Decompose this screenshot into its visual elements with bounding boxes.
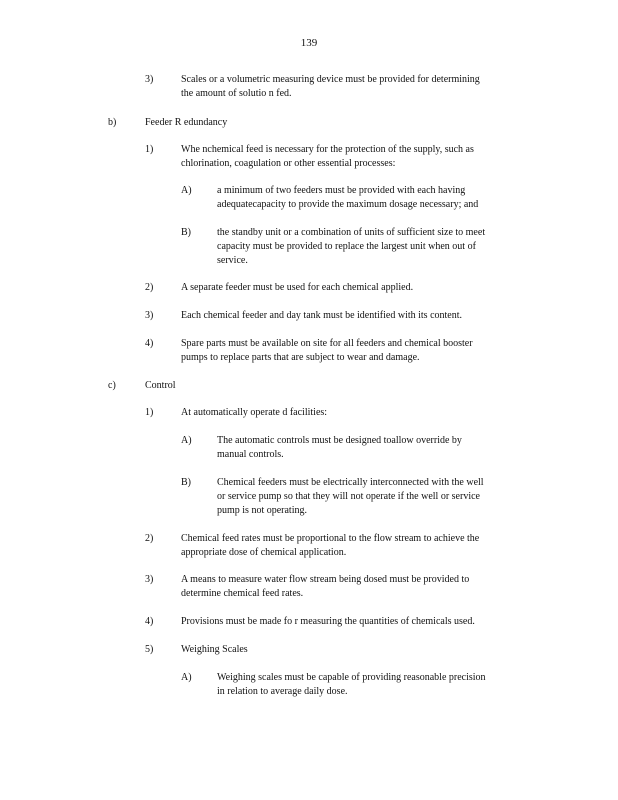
item-line: or service pump so that they will not operate if the well or service — [217, 491, 480, 502]
item-label: A) — [181, 185, 192, 196]
item-line: manual controls. — [217, 449, 284, 460]
item-line: service. — [217, 255, 248, 266]
item-line: Scales or a volumetric measuring device must be provided for determining — [181, 74, 480, 85]
item-line: Provisions must be made fo r measuring the quantities of chemicals used. — [181, 616, 475, 627]
item-label: A) — [181, 672, 192, 683]
item-label: 3) — [145, 574, 154, 585]
item-label: 1) — [145, 407, 154, 418]
item-line: the standby unit or a combination of units of sufficient size to meet — [217, 227, 486, 238]
section-title: Control — [145, 380, 176, 391]
item-label: c) — [108, 380, 116, 391]
item-line: The automatic controls must be designed toallow override by — [217, 435, 462, 446]
item-line: pumps to replace parts that are subject to wear and damage. — [181, 352, 420, 363]
item-line: chlorination, coagulation or other essential processes: — [181, 158, 396, 169]
item-line: the amount of solutio n fed. — [181, 88, 292, 99]
page-number: 139 — [300, 37, 318, 49]
item-line: A separate feeder must be used for each chemical applied. — [181, 282, 414, 293]
item-line: Chemical feeders must be electrically interconnected with the well — [217, 477, 484, 488]
item-label: 4) — [145, 338, 154, 349]
item-line: pump is not operating. — [217, 505, 307, 516]
item-line: Weighing scales must be capable of providing reasonable precision — [217, 672, 486, 683]
item-line: appropriate dose of chemical application. — [181, 547, 347, 558]
item-label: B) — [181, 477, 191, 488]
item-line: A means to measure water flow stream being dosed must be provided to — [181, 574, 470, 585]
item-label: 2) — [145, 282, 154, 293]
item-label: 5) — [145, 644, 154, 655]
item-label: 4) — [145, 616, 154, 627]
section-title: Feeder R edundancy — [145, 117, 228, 128]
item-line: adequatecapacity to provide the maximum dosage necessary; and — [217, 199, 479, 210]
item-line: Each chemical feeder and day tank must be identified with its content. — [181, 310, 463, 321]
item-label: 3) — [145, 310, 154, 321]
item-line: capacity must be provided to replace the largest unit when out of — [217, 241, 476, 252]
item-line: determine chemical feed rates. — [181, 588, 304, 599]
item-line: Spare parts must be available on site for all feeders and chemical booster — [181, 338, 473, 349]
item-line: Weighing Scales — [181, 644, 248, 655]
item-label: b) — [108, 117, 117, 128]
item-line: At automatically operate d facilities: — [181, 407, 328, 418]
item-line: Chemical feed rates must be proportional to the flow stream to achieve the — [181, 533, 480, 544]
item-label: 2) — [145, 533, 154, 544]
item-label: A) — [181, 435, 192, 446]
item-line: in relation to average daily dose. — [217, 686, 348, 697]
item-label: 3) — [145, 74, 154, 85]
item-label: B) — [181, 227, 191, 238]
item-label: 1) — [145, 144, 154, 155]
item-line: Whe nchemical feed is necessary for the protection of the supply, such as — [181, 144, 474, 155]
item-line: a minimum of two feeders must be provided with each having — [217, 185, 466, 196]
